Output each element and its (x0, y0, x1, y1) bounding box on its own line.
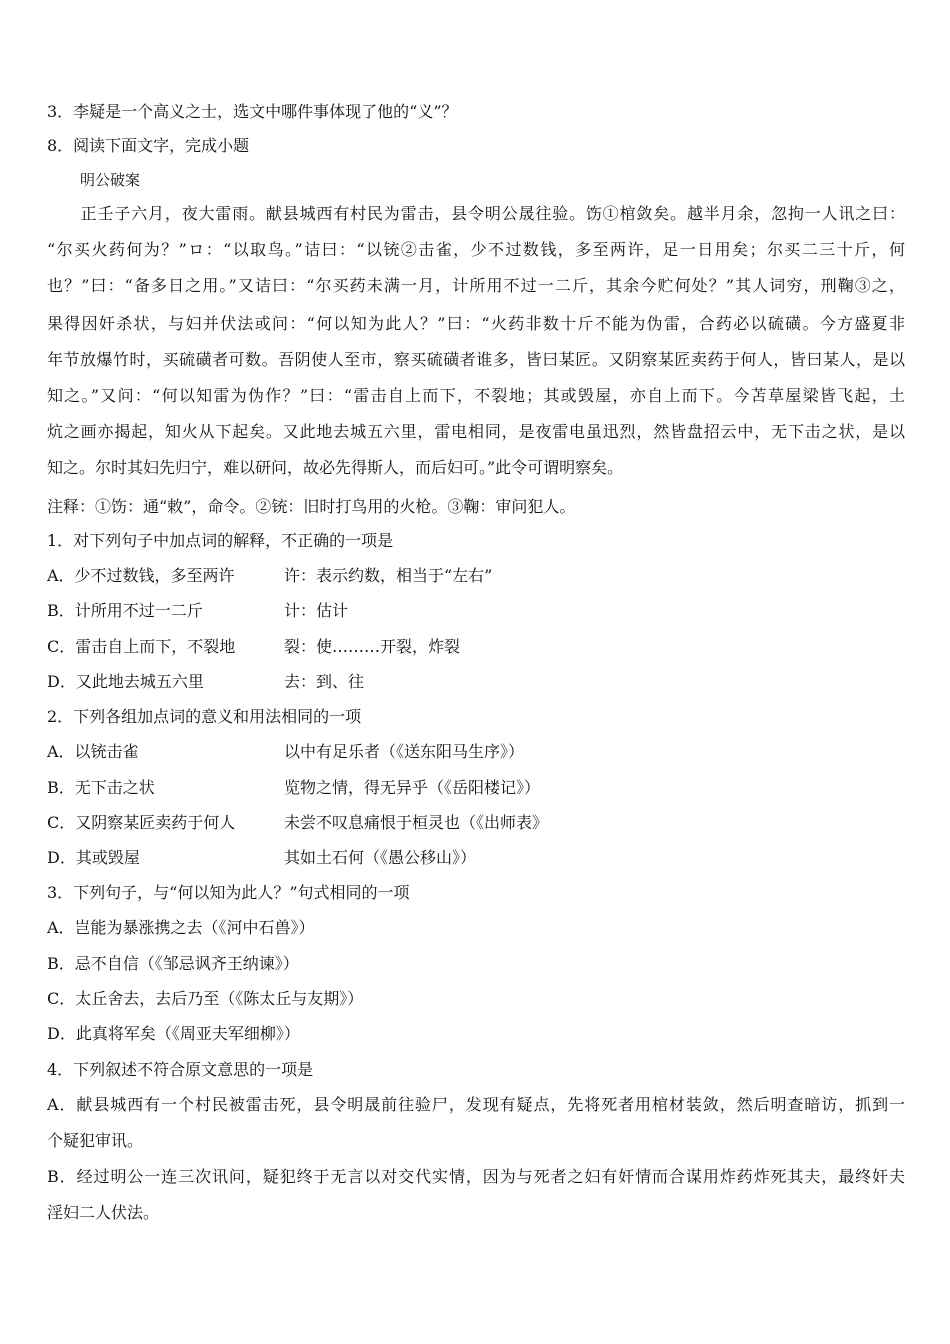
passage-title: 明公破案 (80, 171, 141, 189)
option-text: 个疑犯审讯。 (47, 1130, 144, 1150)
question-3-previous: 3．李疑是一个高义之士，选文中哪件事体现了他的“义”？ (47, 102, 458, 121)
option-explanation: 许：表示约数，相当于“左右” (284, 566, 493, 585)
option-text: A．献县城西有一个村民被雷击死，县令明晟前往验尸，发现有疑点，先将死者用棺材装敛，然后明查暗访，抓到一 (47, 1094, 905, 1114)
option-explanation: 览物之情，得无异乎（《岳阳楼记》） (284, 777, 541, 797)
option-explanation: 计：估计 (284, 601, 349, 621)
option-text: B．经过明公一连三次讯问，疑犯终于无言以对交代实情，因为与死者之妇有奸情而合谋用炸药炸死其夫，最终奸夫 (47, 1166, 905, 1186)
option-label: B．无下击之状 (47, 777, 155, 797)
annotation-notes: 注释：①饬：通“敕”，命令。②铳：旧时打鸟用的火枪。③鞠：审问犯人。 (47, 497, 576, 516)
option-explanation: 去：到、往 (284, 671, 365, 691)
option-label: B．忌不自信（《邹忌讽齐王纳谏》） (47, 953, 299, 973)
passage-line: 知之。尔时其妇先归宁，难以研问，故必先得斯人，而后妇可。”此令可谓明察矣。 (47, 458, 624, 477)
passage-line: 炕之画亦揭起，知火从下起矣。又此地去城五六里，雷电相同，是夜雷电虽迅烈，然皆盘招云中，无下击之状，是以 (47, 422, 905, 441)
option-explanation: 以中有足乐者（《送东阳马生序》） (284, 742, 525, 762)
option-explanation: 裂：使………开裂，炸裂 (284, 636, 461, 656)
question-stem: 1．对下列句子中加点词的解释，不正确的一项是 (47, 531, 394, 550)
option-label: D．此真将军矣（《周亚夫军细柳》） (47, 1024, 300, 1044)
option-explanation: 其如土石何（《愚公移山》） (284, 848, 477, 868)
passage-line: “尔买火药何为？”ロ：“以取鸟。”诘曰：“以铳②击雀，少不过数钱，多至两许，足一日用矣；尔买二三十斤，何 (47, 240, 905, 259)
passage-line: 正壬子六月，夜大雷雨。献县城西有村民为雷击，县令明公晟往验。饬①棺敛矣。越半月余，忽拘一人讯之曰： (47, 204, 905, 223)
option-label: A．岂能为暴涨携之去（《河中石兽》） (47, 918, 315, 938)
option-label: A．以铳击雀 (47, 742, 139, 762)
option-label: C．太丘舍去，去后乃至（《陈太丘与友期》） (47, 989, 364, 1008)
passage-line: 知之。”又问：“何以知雷为伪作？”曰：“雷击自上而下，不裂地；其或毁屋，亦自上而下。今苫草屋梁皆飞起，土 (47, 386, 905, 405)
option-explanation: 未尝不叹息痛恨于桓灵也（《出师表》 (284, 812, 549, 832)
option-text: 淫妇二人伏法。 (47, 1202, 160, 1222)
option-label: B．计所用不过一二斤 (47, 601, 203, 621)
question-8-header: 8．阅读下面文字，完成小题 (47, 136, 250, 155)
passage-line: 年节放爆竹时，买硫磺者可数。吾阴使人至市，察买硫磺者谁多，皆曰某匠。又阴察某匠卖药于何人，皆曰某人，是以 (47, 350, 905, 369)
question-stem: 4．下列叙述不符合原文意思的一项是 (47, 1059, 314, 1079)
option-label: A．少不过数钱，多至两许 (47, 566, 235, 585)
option-label: C．雷击自上而下，不裂地 (47, 636, 236, 656)
passage-line: 果得因奸杀状，与妇并伏法或问：“何以知为此人？”曰：“火药非数十斤不能为伪雷，合药必以硫磺。今方盛夏非 (47, 314, 905, 333)
option-label: C．又阴察某匠卖药于何人 (47, 812, 236, 832)
question-stem: 3．下列句子，与“何以知为此人？”句式相同的一项 (47, 883, 410, 903)
passage-line: 也？”曰：“备多日之用。”又诘曰：“尔买药未满一月，计所用不过一二斤，其余今贮何处？”其人词穷，刑鞠③之， (47, 276, 905, 295)
option-label: D．其或毁屋 (47, 848, 140, 868)
question-stem: 2．下列各组加点词的意义和用法相同的一项 (47, 707, 362, 727)
option-label: D．又此地去城五六里 (47, 671, 204, 691)
